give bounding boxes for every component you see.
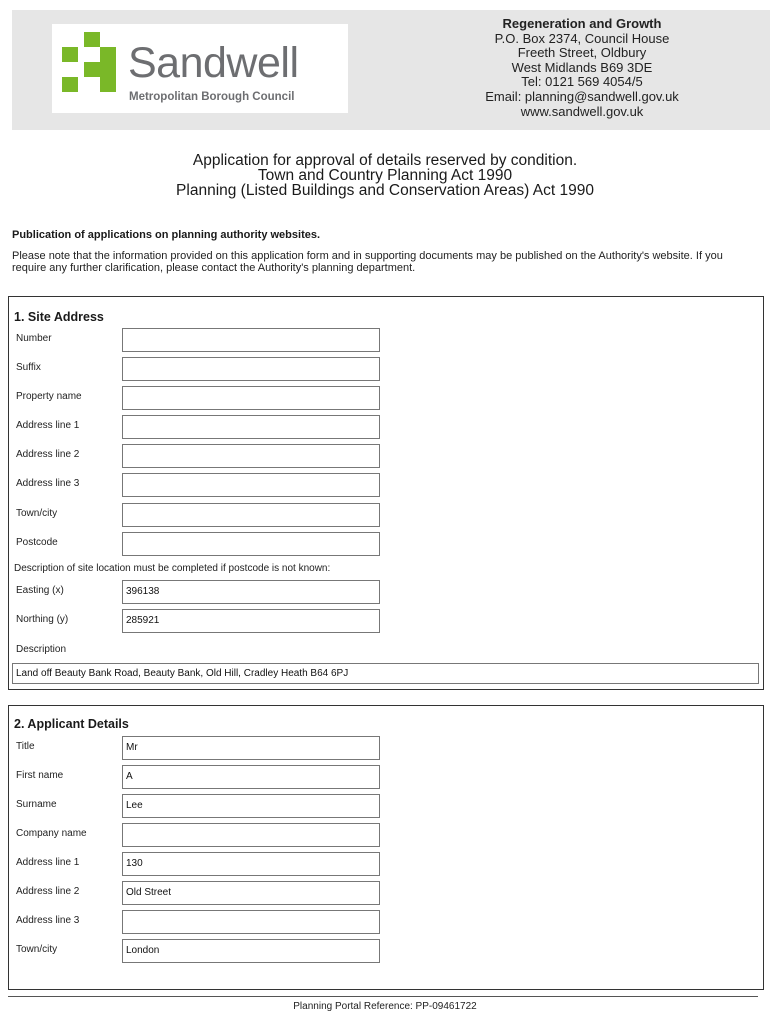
applicant-address-line-1-field[interactable]: 130 [122,852,380,876]
applicant-town-city-field[interactable]: London [122,939,380,963]
easting-field[interactable]: 396138 [122,580,380,604]
field-label: Address line 1 [16,857,80,868]
field-label: Town/city [16,508,58,519]
logo-wordmark: Sandwell [128,39,299,87]
field-label: Town/city [16,944,58,955]
footer-divider [8,996,758,997]
company-name-field[interactable] [122,823,380,847]
sandwell-logo [52,24,348,113]
section-title: 2. Applicant Details [14,717,129,731]
publication-heading: Publication of applications on planning authority websites. [12,229,321,241]
field-label: Address line 3 [16,915,80,926]
surname-field[interactable]: Lee [122,794,380,818]
property-name-field[interactable] [122,386,380,410]
field-label: Address line 2 [16,886,80,897]
applicant-address-line-2-field[interactable]: Old Street [122,881,380,905]
form-title-block [0,153,770,198]
contact-address-line: Freeth Street, Oldbury [517,45,647,61]
contact-address-line: P.O. Box 2374, Council House [494,30,670,46]
title-field[interactable]: Mr [122,736,380,760]
field-label: Property name [16,391,82,402]
field-label: Surname [16,799,57,810]
applicant-address-line-3-field[interactable] [122,910,380,934]
council-contact-details [452,17,712,119]
field-label: Title [16,741,35,752]
logo-subtitle: Metropolitan Borough Council [129,91,295,103]
field-label: Address line 3 [16,478,80,489]
field-label: Suffix [16,362,41,373]
town-city-field[interactable] [122,503,380,527]
field-label: Company name [16,828,87,839]
address-line-1-field[interactable] [122,415,380,439]
applicant-details-section [8,705,764,990]
postcode-field[interactable] [122,532,380,556]
planning-portal-reference: Planning Portal Reference: PP-09461722 [293,1001,477,1012]
first-name-field[interactable]: A [122,765,380,789]
form-act: Planning (Listed Buildings and Conservation Areas) Act 1990 [176,182,594,199]
field-label: Postcode [16,537,58,548]
section-title: 1. Site Address [14,310,104,324]
publication-note: Please note that the information provided on this application form and in supporting documents may be published on the Authority's website. If you require any further clarification, please contact the Authority's planning department. [12,250,723,274]
form-act: Town and Country Planning Act 1990 [257,167,513,184]
number-field[interactable] [122,328,380,352]
field-label: Address line 1 [16,420,80,431]
contact-website: www.sandwell.gov.uk [520,103,644,119]
contact-phone: Tel: 0121 569 4054/5 [521,74,643,90]
contact-email: Email: planning@sandwell.gov.uk [485,88,679,104]
form-title: Application for approval of details reserved by condition. [192,152,578,169]
suffix-field[interactable] [122,357,380,381]
field-label: Description [16,644,67,655]
northing-field[interactable]: 285921 [122,609,380,633]
description-field[interactable]: Land off Beauty Bank Road, Beauty Bank, Old Hill, Cradley Heath B64 6PJ [12,663,759,684]
header-banner [12,10,770,130]
field-label: Northing (y) [16,614,69,625]
field-label: Address line 2 [16,449,80,460]
contact-address-line: West Midlands B69 3DE [511,59,653,75]
address-line-2-field[interactable] [122,444,380,468]
site-address-section [8,296,764,690]
logo-squares-icon [62,32,122,102]
field-label: Number [16,333,52,344]
field-label: First name [16,770,64,781]
field-label: Easting (x) [16,585,64,596]
address-line-3-field[interactable] [122,473,380,497]
location-note: Description of site location must be completed if postcode is not known: [14,563,331,574]
contact-department: Regeneration and Growth [502,16,662,31]
